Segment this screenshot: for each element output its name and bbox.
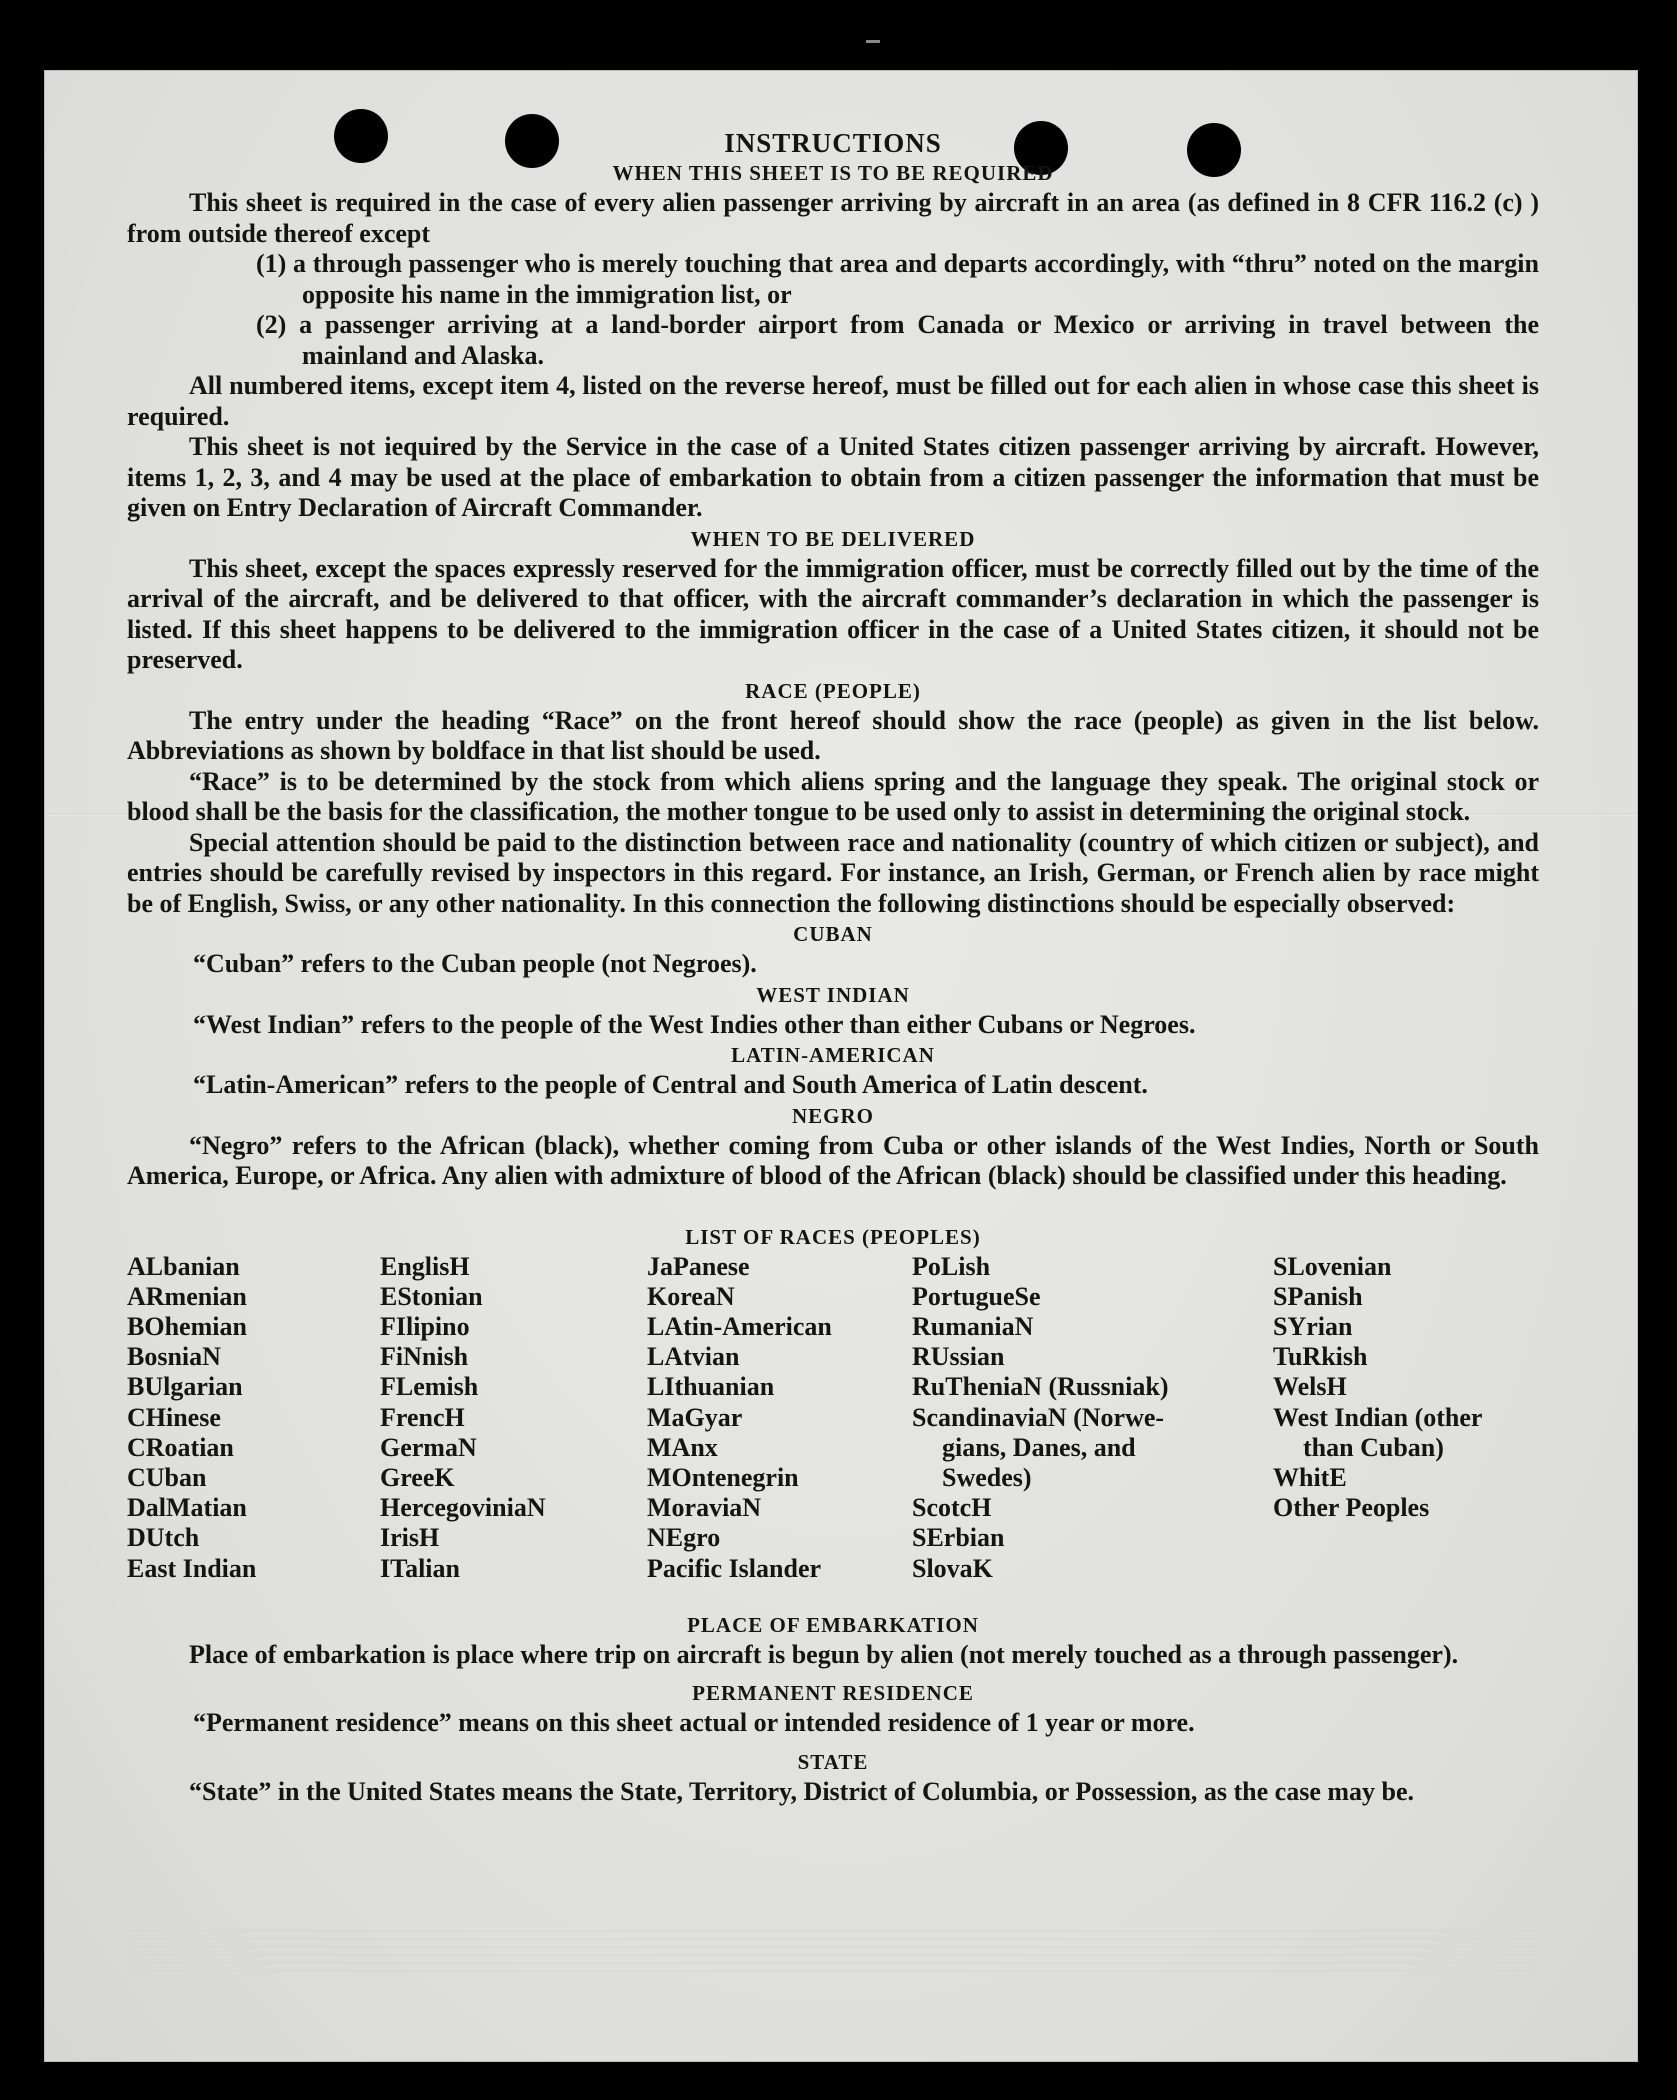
scan-mark [866,40,880,43]
races-column [1273,1252,1482,1524]
section-heading: WHEN TO BE DELIVERED [690,526,976,551]
races-column [127,1252,256,1584]
race-entry: East Indian [127,1553,257,1583]
race-entry: RuTheniaN (Russniak) [912,1372,1169,1402]
race-entry: West Indian (other [1273,1402,1483,1432]
definition: “Negro” refers to the African (black), whether coming from Cuba or other islands of the West Indies, North or South America, Europe, or Africa. Any alien with admixture of blood of the African (black) should be classified under this heading. [127,1130,1539,1190]
section-heading: LIST OF RACES (PEOPLES) [685,1224,981,1249]
race-entry: KoreaN [647,1281,735,1311]
race-entry: SErbian [912,1523,1005,1553]
paragraph: This sheet is not iequired by the Service in the case of a United States citizen passenger arriving by aircraft. However, items 1, 2, 3, and 4 may be used at the place of embarkation to obtain from a citizen passenger the information that must be given on Entry Declaration of Aircraft Commander. [127,432,1539,522]
race-entry: FrencH [380,1402,465,1432]
section-heading: PLACE OF EMBARKATION [687,1612,979,1637]
paragraph: Place of embarkation is place where trip on aircraft is begun by alien (not merely touched as a through passenger). [189,1639,1459,1669]
race-entry: ScotcH [912,1493,992,1523]
definition: “Cuban” refers to the Cuban people (not Negroes). [193,949,757,978]
races-column [647,1252,832,1584]
race-entry: gians, Danes, and [942,1432,1136,1462]
races-list [127,1252,1539,1610]
race-entry: BUlgarian [127,1372,243,1402]
races-column [380,1252,546,1584]
section-heading: RACE (PEOPLE) [745,678,921,703]
race-entry: ARmenian [127,1281,247,1311]
race-entry: Swedes) [942,1462,1032,1492]
race-entry: EStonian [380,1281,483,1311]
race-entry: Pacific Islander [647,1553,822,1583]
race-entry: MAnx [647,1432,718,1462]
race-entry: ScandinaviaN (Norwe- [912,1402,1165,1432]
race-entry: TuRkish [1273,1342,1368,1372]
race-entry: BOhemian [127,1311,247,1341]
section-heading: STATE [797,1749,869,1774]
paragraph: The entry under the heading “Race” on the front hereof should show the race (people) as given in the list below. Abbreviations as shown by boldface in that list should be used. [127,705,1539,765]
race-entry: than Cuban) [1303,1432,1444,1462]
race-entry: DalMatian [127,1493,247,1523]
race-entry: NEgro [647,1523,721,1553]
exception-item: (1) a through passenger who is merely touching that area and departs accordingly, with “thru” noted on the margin opposite his name in the immigration list, or [256,249,1539,309]
race-entry: FLemish [380,1372,479,1402]
race-entry: RUssian [912,1342,1005,1372]
race-entry: FIlipino [380,1311,470,1341]
paragraph: “Permanent residence” means on this sheet actual or intended residence of 1 year or more. [193,1708,1195,1737]
subheading: NEGRO [791,1103,874,1128]
race-entry: CHinese [127,1402,221,1432]
section-heading: PERMANENT RESIDENCE [692,1681,974,1705]
instructions-content [127,128,1539,1807]
faint-footnote [127,1930,1539,1972]
subheading: WEST INDIAN [756,982,910,1007]
race-entry: FiNnish [380,1342,469,1372]
exception-item: (2) a passenger arriving at a land-border airport from Canada or Mexico or arriving in travel between the mainland and Alaska. [256,310,1539,370]
race-entry: CRoatian [127,1432,234,1462]
race-entry: ALbanian [127,1251,240,1281]
paragraph: “Race” is to be determined by the stock from which aliens spring and the language they speak. The original stock or blood shall be the basis for the classification, the mother tongue to be used only to assist in determining the original stock. [127,766,1539,826]
race-entry: PortugueSe [912,1281,1041,1311]
paragraph: This sheet is required in the case of every alien passenger arriving by aircraft in an area (as defined in 8 CFR 116.2 (c) ) from outside thereof except [127,188,1539,248]
race-entry: GermaN [380,1432,477,1462]
race-entry: BosniaN [127,1342,221,1372]
race-entry: EnglisH [380,1251,470,1281]
race-entry: MOntenegrin [647,1462,799,1492]
race-entry: SYrian [1273,1311,1353,1341]
race-entry: SPanish [1273,1281,1363,1311]
definition: “West Indian” refers to the people of the West Indies other than either Cubans or Negroes. [193,1009,1196,1039]
race-entry: CUban [127,1462,207,1492]
race-entry: JaPanese [647,1251,750,1281]
race-entry: IrisH [380,1523,440,1553]
race-entry: PoLish [912,1251,991,1281]
subheading: CUBAN [793,922,873,946]
paragraph: “State” in the United States means the State, Territory, District of Columbia, or Possession, as the case may be. [189,1776,1415,1806]
race-entry: GreeK [380,1462,455,1492]
races-column [912,1252,1168,1584]
paragraph: Special attention should be paid to the distinction between race and nationality (country of which citizen or subject), and entries should be carefully revised by inspectors in this regard. For instance, an Irish, German, or French alien by race might be of English, Swiss, or any other nationality. In this connection the following distinctions should be especially observed: [127,827,1539,918]
race-entry: LAtin-American [647,1311,832,1341]
race-entry: WhitE [1273,1462,1347,1492]
race-entry: Other Peoples [1273,1493,1430,1523]
race-entry: WelsH [1273,1372,1347,1402]
race-entry: SlovaK [912,1553,993,1583]
race-entry: SLovenian [1273,1251,1392,1281]
race-entry: MoraviaN [647,1493,762,1523]
race-entry: HercegoviniaN [380,1493,546,1523]
page-title: INSTRUCTIONS [724,128,942,158]
definition: “Latin-American” refers to the people of Central and South America of Latin descent. [193,1070,1148,1099]
paragraph: This sheet, except the spaces expressly reserved for the immigration officer, must be correctly filled out by the time of the arrival of the aircraft, and be delivered to that officer, with the aircraft commander’s declaration in which the passenger is listed. If this sheet happens to be delivered to the immigration officer in the case of a United States citizen, it should not be preserved. [127,553,1539,674]
race-entry: LIthuanian [647,1372,775,1402]
subheading: LATIN-AMERICAN [731,1043,935,1067]
race-entry: DUtch [127,1523,200,1553]
race-entry: MaGyar [647,1402,743,1432]
race-entry: LAtvian [647,1342,740,1372]
section-heading: WHEN THIS SHEET IS TO BE REQUIRED [612,161,1054,185]
race-entry: RumaniaN [912,1311,1034,1341]
paragraph: All numbered items, except item 4, listed on the reverse hereof, must be filled out for each alien in whose case this sheet is required. [127,371,1539,431]
race-entry: ITalian [380,1553,460,1583]
